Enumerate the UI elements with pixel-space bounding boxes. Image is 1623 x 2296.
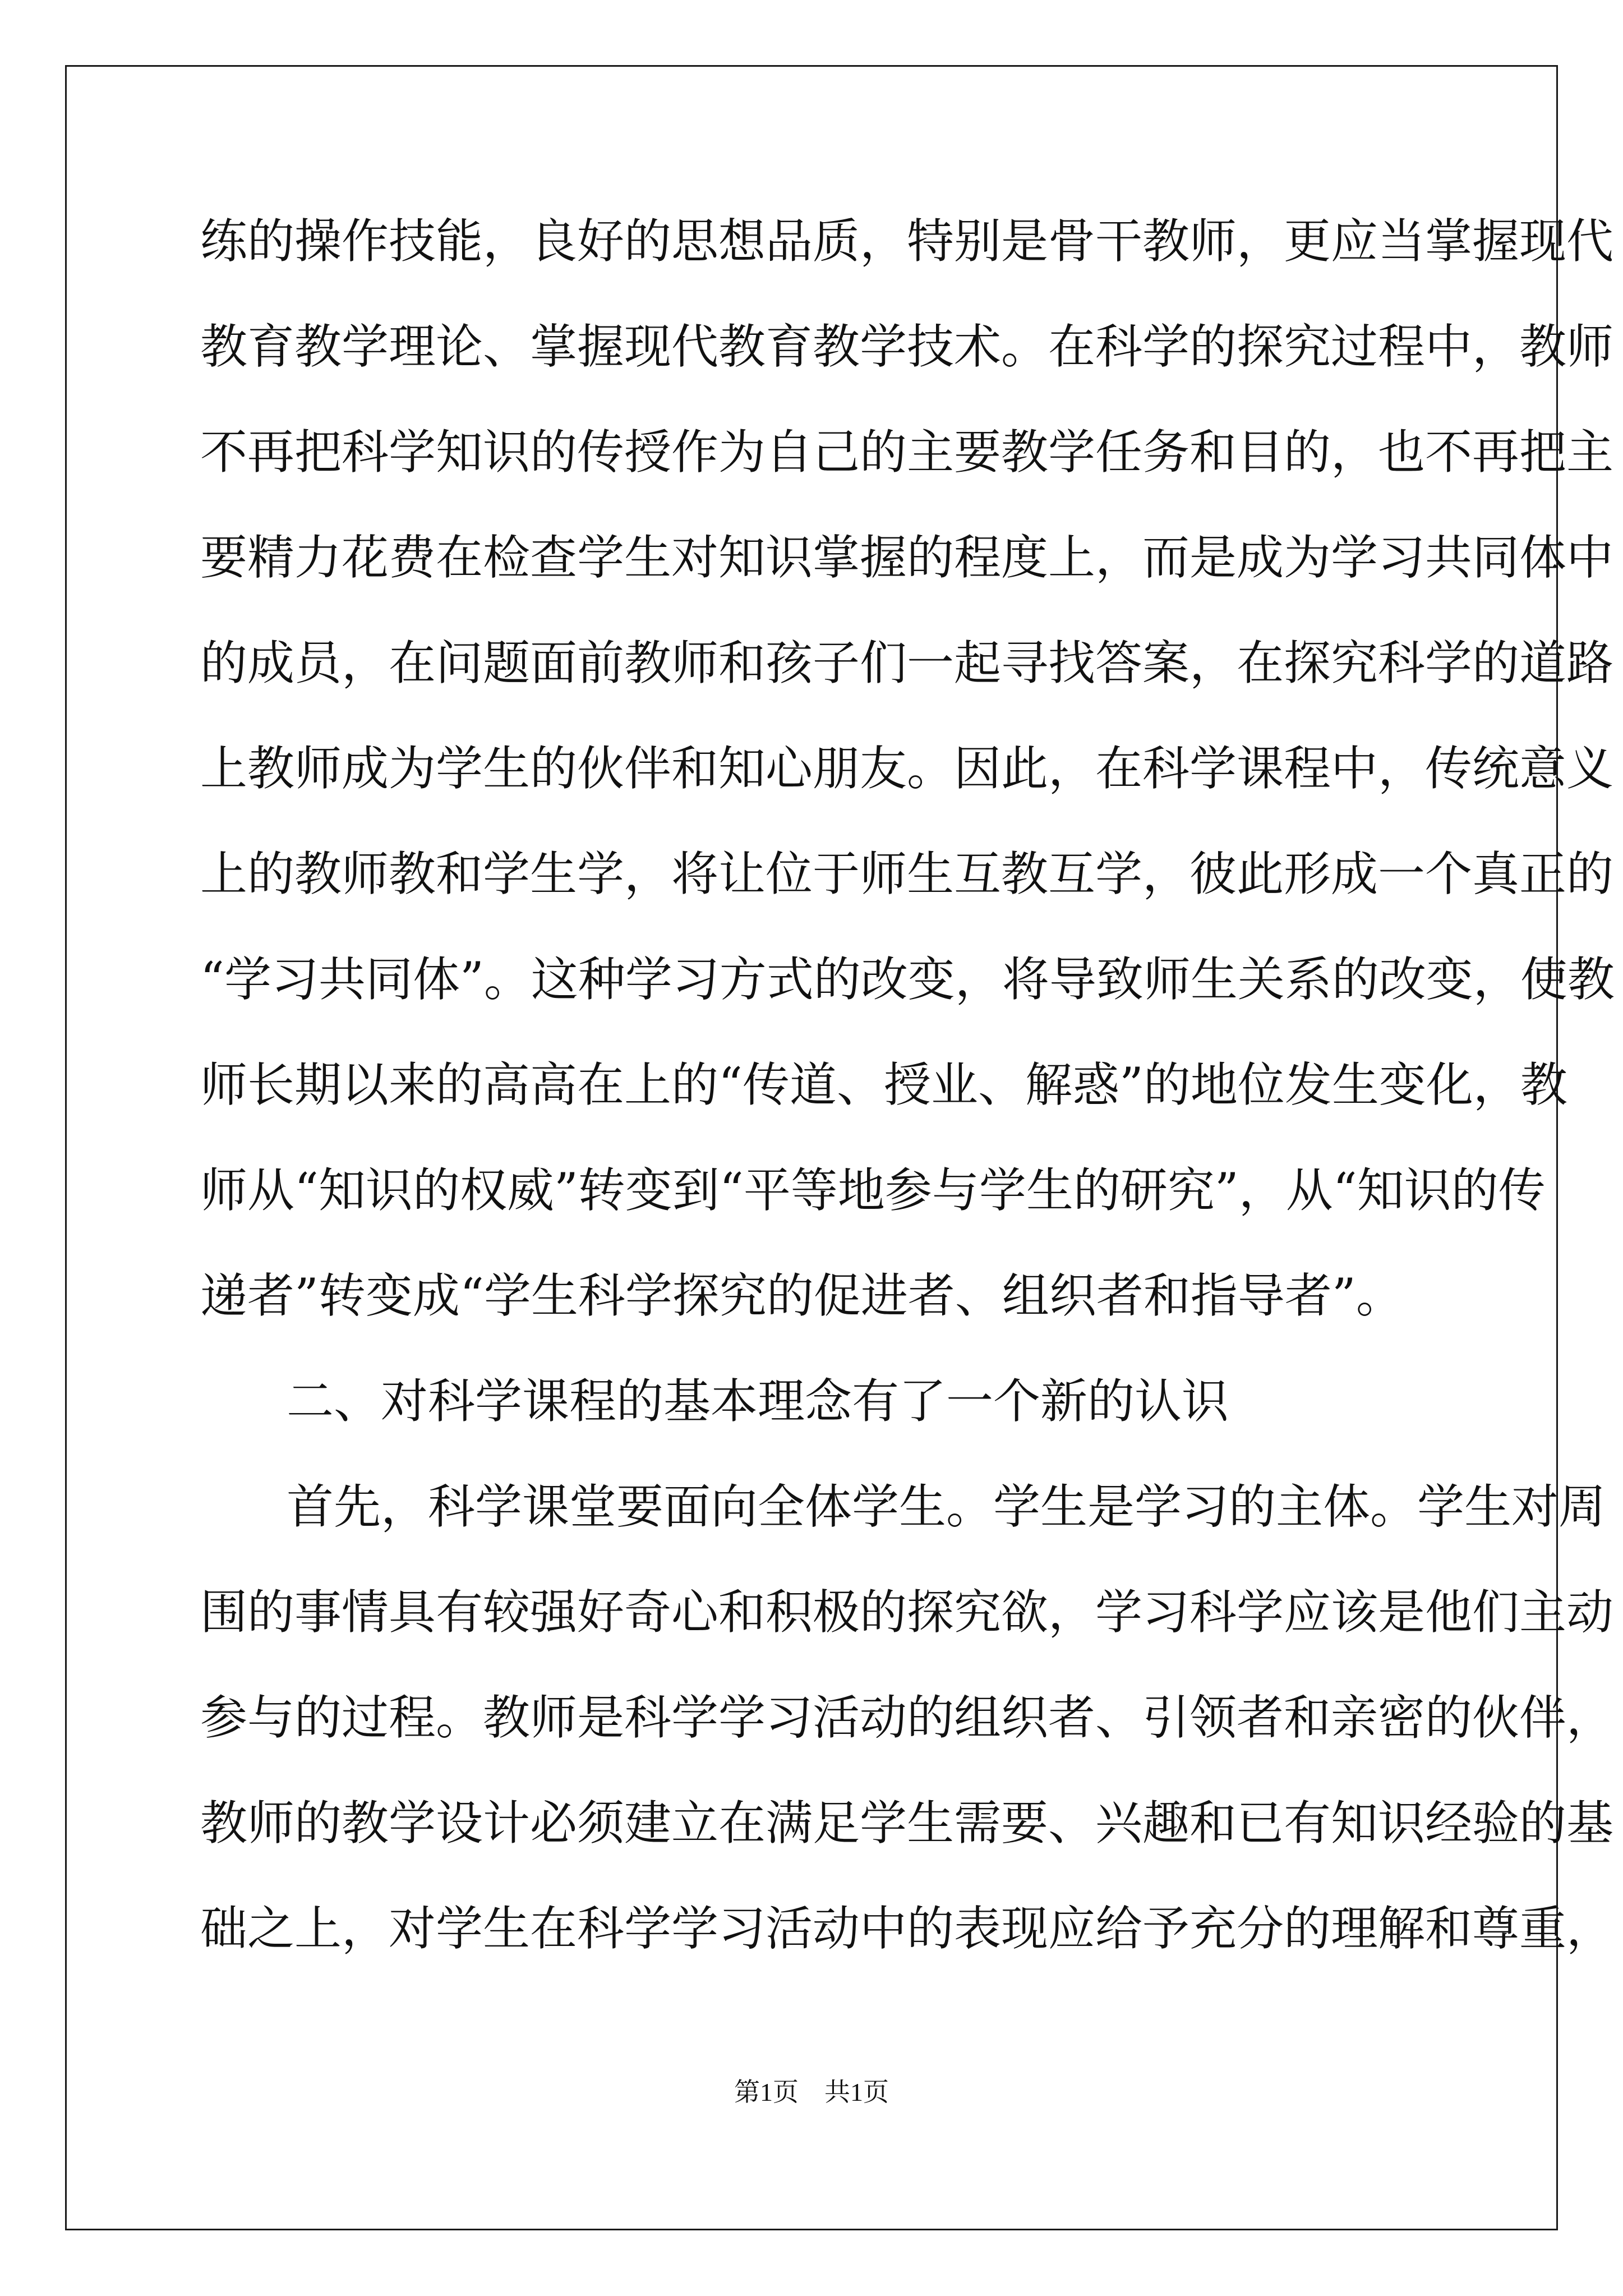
text-line: 教师的教学设计必须建立在满足学生需要、兴趣和已有知识经验的基 <box>200 1796 1614 1851</box>
section-heading: 二、对科学课程的基本理念有了一个新的认识 <box>287 1374 1229 1429</box>
text-line: 师长期以来的高高在上的“传道、授业、解惑”的地位发生变化，教 <box>200 1057 1567 1112</box>
text-line: 上的教师教和学生学，将让位于师生互教互学，彼此形成一个真正的 <box>200 846 1614 901</box>
text-line: 师从“知识的权威”转变到“平等地参与学生的研究”，从“知识的传 <box>200 1163 1546 1218</box>
text-line: 上教师成为学生的伙伴和知心朋友。因此，在科学课程中，传统意义 <box>200 741 1614 796</box>
text-line: 递者”转变成“学生科学探究的促进者、组织者和指导者”。 <box>200 1268 1403 1323</box>
text-line: “学习共同体”。这种学习方式的改变，将导致师生关系的改变，使教 <box>200 952 1615 1007</box>
text-line: 参与的过程。教师是科学学习活动的组织者、引领者和亲密的伙伴， <box>200 1690 1614 1745</box>
text-line: 的成员，在问题面前教师和孩子们一起寻找答案，在探究科学的道路 <box>200 636 1614 691</box>
text-line: 围的事情具有较强好奇心和积极的探究欲，学习科学应该是他们主动 <box>200 1585 1614 1640</box>
text-line: 要精力花费在检查学生对知识掌握的程度上，而是成为学习共同体中 <box>200 530 1614 585</box>
text-line: 不再把科学知识的传授作为自己的主要教学任务和目的，也不再把主 <box>200 425 1614 480</box>
page-footer: 第1页 共1页 <box>734 2078 889 2106</box>
text-line: 首先，科学课堂要面向全体学生。学生是学习的主体。学生对周 <box>287 1479 1606 1534</box>
text-line: 练的操作技能，良好的思想品质，特别是骨干教师，更应当掌握现代 <box>200 214 1614 269</box>
text-line: 教育教学理论、掌握现代教育教学技术。在科学的探究过程中，教师 <box>200 319 1614 374</box>
document-body <box>200 208 1615 2000</box>
text-line: 础之上，对学生在科学学习活动中的表现应给予充分的理解和尊重， <box>200 1901 1614 1956</box>
